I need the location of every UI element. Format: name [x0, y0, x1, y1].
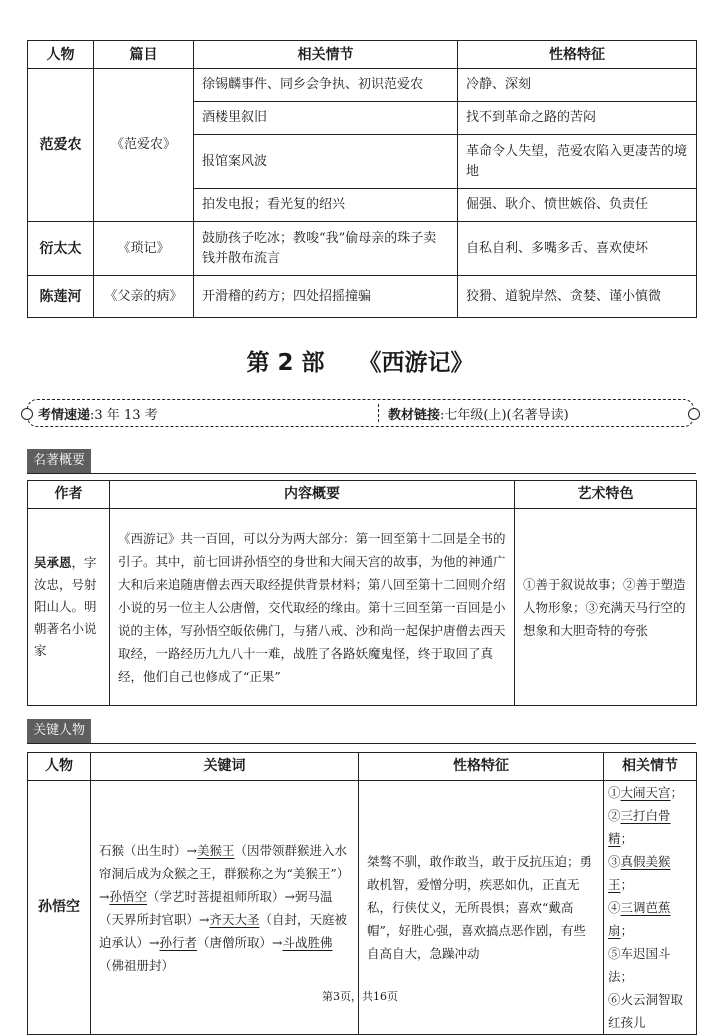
plot-title: 三打白骨精	[608, 808, 671, 846]
plot-number: ⑥	[608, 992, 621, 1007]
trait-cell: 倔强、耿介、愤世嫉俗、负责任	[458, 189, 697, 222]
art-cell: ①善于叙说故事；②善于塑造人物形象；③充满天马行空的想象和大胆奇特的夸张	[515, 509, 697, 706]
keyword-text: （佛祖册封）	[99, 957, 175, 973]
keyword-text: 石猴（出生时）→	[99, 842, 197, 858]
plot-number: ③	[608, 854, 621, 869]
keyword-text: （学艺时菩提祖师所取）→弼马温（天界所封官职）→	[99, 888, 333, 927]
keyword-title: 齐天大圣	[209, 911, 260, 927]
person-name: 孙悟空	[28, 781, 91, 1035]
plot-item	[608, 896, 692, 942]
section-rule	[27, 743, 696, 744]
header-author: 作者	[28, 481, 110, 509]
keyword-title: 美猴王	[196, 842, 235, 858]
exam-info-bar	[27, 399, 694, 427]
summary-cell: 《西游记》共一百回，可以分为两大部分：第一回至第十二回是全书的引子。其中，前七回讲孙悟空的身世和大闹天宫的故事，为他的神通广大和后来追随唐僧去西天取经提供背景材料；第八回至第十二回则介绍小说的另一位主人公唐僧，交代取经的缘由。第十三回至第一百回是小说的主体，写孙悟空皈依佛门，与猪八戒、沙和尚一起保护唐僧去西天取经，一路经历九九八十一难，战胜了各路妖魔鬼怪，终于取回了真经，他们自己也修成了“正果”	[110, 509, 515, 706]
author-cell	[28, 509, 110, 706]
part-number: 第 2 部	[246, 350, 325, 376]
plot-cell: 酒楼里叙旧	[194, 102, 458, 135]
header-trait: 性格特征	[458, 41, 697, 69]
header-person: 人物	[28, 41, 94, 69]
header-summary: 内容概要	[110, 481, 515, 509]
author-desc: ，字汝忠，号射阳山人。明朝著名小说家	[34, 555, 97, 658]
keyword-title: 孙悟空	[109, 888, 147, 904]
notch-right	[688, 408, 700, 420]
header-plot: 相关情节	[194, 41, 458, 69]
plot-number: ④	[608, 900, 621, 915]
plot-cell: 鼓励孩子吃冰；教唆“我”偷母亲的珠子卖钱并散布流言	[194, 222, 458, 276]
plot-item	[608, 804, 692, 850]
keyword-title: 孙行者	[159, 934, 197, 950]
plot-title: 三调芭蕉扇	[608, 900, 671, 938]
section-rule	[27, 473, 696, 474]
plot-title: 真假美猴王	[608, 854, 671, 892]
work-title: 《父亲的病》	[94, 276, 194, 318]
page-footer: 第3页，共16页	[322, 990, 398, 1003]
trait-cell: 狡猾、道貌岸然、贪婪、谨小慎微	[458, 276, 697, 318]
plot-item	[608, 781, 692, 804]
header-work: 篇目	[94, 41, 194, 69]
overview-table	[27, 480, 697, 706]
keyword-text: （自封，天庭被迫承认）→	[99, 911, 348, 950]
trait-cell: 找不到革命之路的苦闷	[458, 102, 697, 135]
plot-punct: ；	[620, 877, 634, 892]
person-name: 衍太太	[28, 222, 94, 276]
header-traits: 性格特征	[359, 753, 604, 781]
part-heading	[0, 344, 720, 377]
plot-title: 大闹天宫	[620, 785, 671, 800]
section-tag-characters: 关键人物	[27, 719, 91, 743]
traits-cell: 桀骜不驯，敢作敢当，敢于反抗压迫；勇敢机智，爱憎分明，疾恶如仇，正直无私，行侠仗义，无所畏惧；喜欢“戴高帽”，好胜心强，喜欢搞点恶作剧，有些自高自大，急躁冲动	[359, 781, 604, 1035]
plot-title: 火云洞智取红孩儿	[608, 992, 684, 1030]
info-divider	[378, 404, 379, 422]
plot-item	[608, 942, 692, 988]
plot-cell: 报馆案风波	[194, 135, 458, 189]
plot-punct: ；	[620, 831, 634, 846]
plot-number: ①	[608, 785, 621, 800]
plot-title: 车迟国斗法	[608, 946, 671, 984]
header-keywords: 关键词	[91, 753, 359, 781]
section-tag-overview: 名著概要	[27, 449, 91, 473]
plot-number: ⑤	[608, 946, 621, 961]
keyword-text: （唐僧所取）→	[197, 934, 283, 950]
plot-punct: ；	[670, 785, 684, 800]
keyword-text: （因带领群猴进入水帘洞后成为众猴之王，群猴称之为“美猴王”）→	[99, 842, 350, 904]
work-title: 《范爱农》	[94, 69, 194, 222]
header-art: 艺术特色	[515, 481, 697, 509]
keyword-title: 斗战胜佛	[282, 934, 333, 950]
plot-cell: 徐锡麟事件、同乡会争执、初识范爱农	[194, 69, 458, 102]
header-person: 人物	[28, 753, 91, 781]
plot-punct: ；	[620, 923, 634, 938]
part-title: 《西游记》	[358, 350, 474, 376]
author-name: 吴承恩	[34, 555, 72, 570]
characters-table-1	[27, 40, 697, 318]
header-plots: 相关情节	[604, 753, 697, 781]
plot-cell: 拍发电报；看光复的绍兴	[194, 189, 458, 222]
work-title: 《琐记》	[94, 222, 194, 276]
plot-item	[608, 850, 692, 896]
plot-cell: 开滑稽的药方；四处招摇撞骗	[194, 276, 458, 318]
person-name: 范爱农	[28, 69, 94, 222]
plot-number: ②	[608, 808, 621, 823]
trait-cell: 革命令人失望，范爱农陷入更凄苦的境地	[458, 135, 697, 189]
exam-frequency: 考情速递:3 年 13 考	[38, 408, 158, 423]
trait-cell: 冷静、深刻	[458, 69, 697, 102]
textbook-link: 教材链接:七年级(上)(名著导读)	[388, 408, 569, 423]
plot-punct: ；	[620, 969, 634, 984]
notch-left	[21, 408, 33, 420]
person-name: 陈莲河	[28, 276, 94, 318]
trait-cell: 自私自利、多嘴多舌、喜欢使坏	[458, 222, 697, 276]
